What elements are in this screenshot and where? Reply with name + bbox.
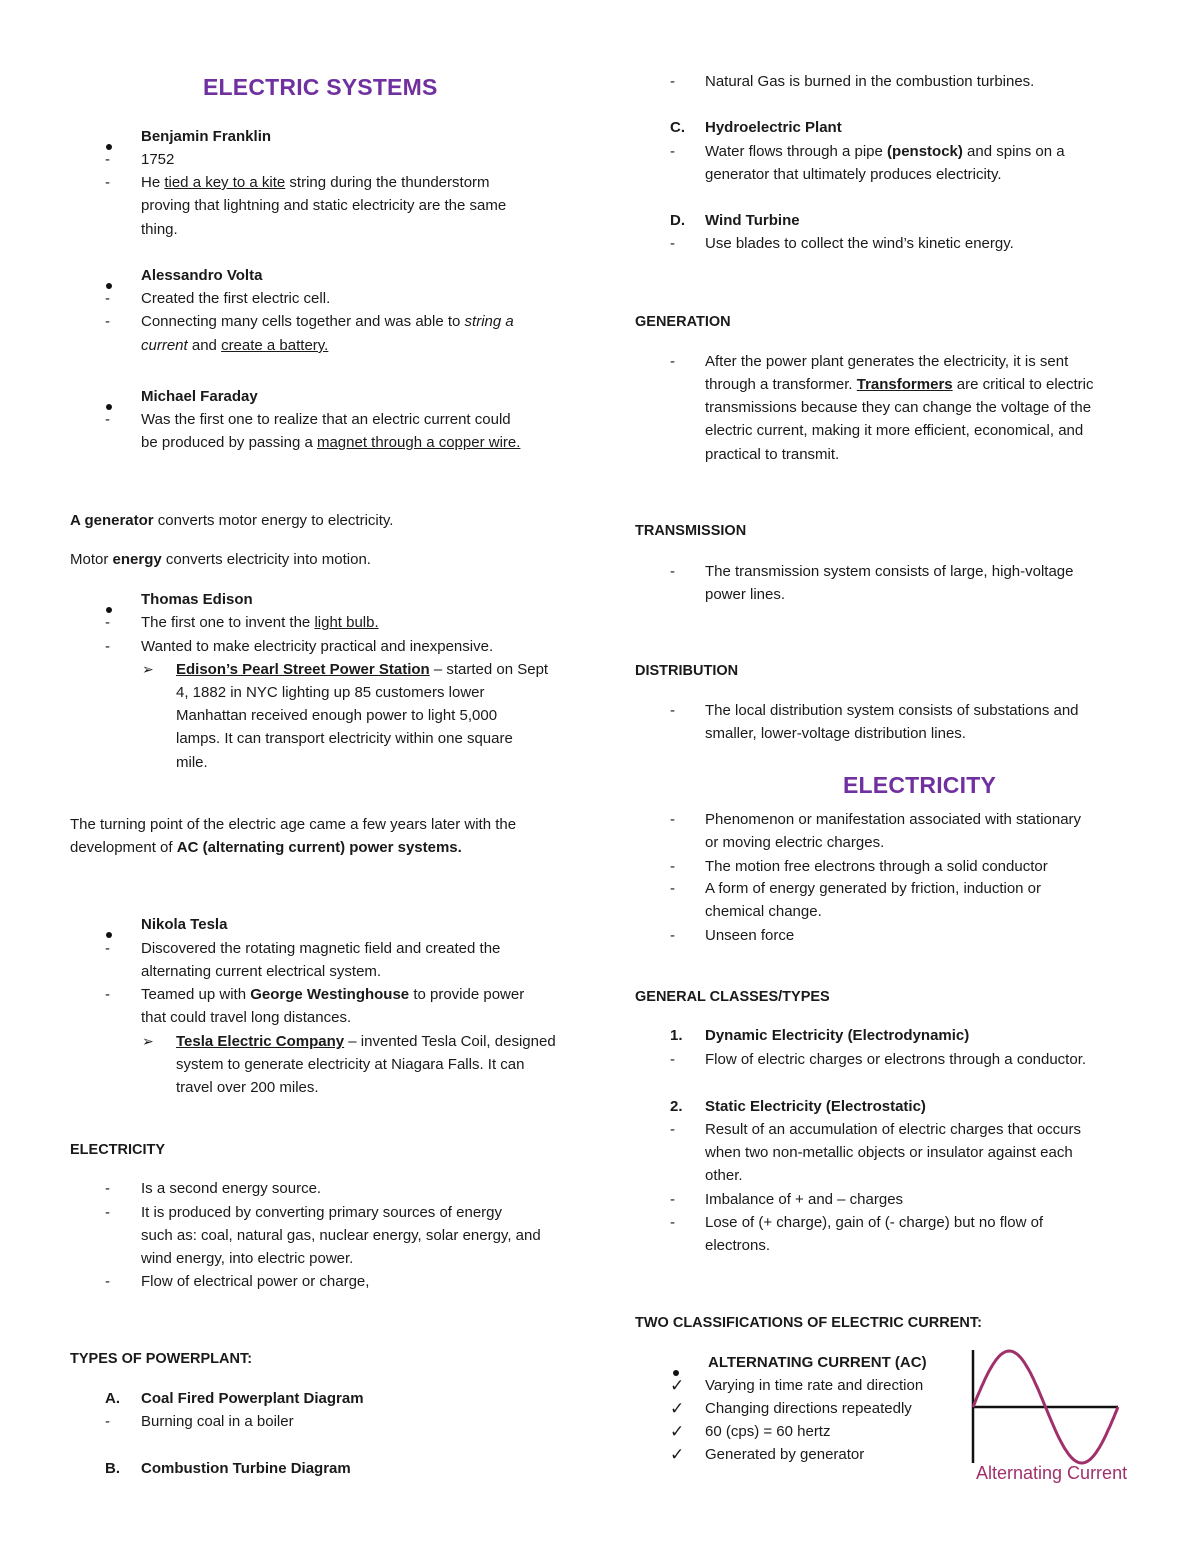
check-icon: ✓ [670, 1376, 685, 1395]
check-icon: ✓ [670, 1445, 685, 1464]
alternating-current-graph [968, 1345, 1158, 1495]
graph-label: Alternating Current [976, 1463, 1128, 1483]
check-icon: ✓ [670, 1399, 685, 1418]
page-title: ELECTRIC SYSTEMS [203, 74, 438, 100]
check-icon: ✓ [670, 1422, 685, 1441]
section-title: ELECTRICITY [843, 772, 996, 798]
arrow-bullet-icon: ➢ [142, 661, 154, 677]
arrow-bullet-icon: ➢ [142, 1033, 154, 1049]
